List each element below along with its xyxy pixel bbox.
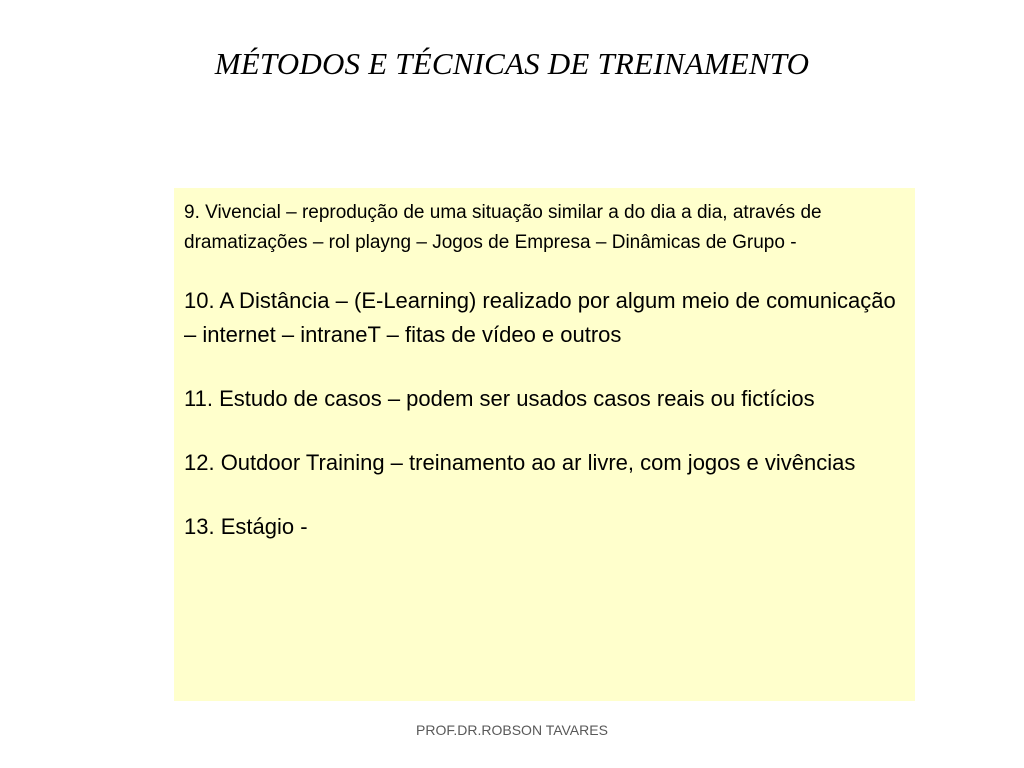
list-item-12: 12. Outdoor Training – treinamento ao ar livre, com jogos e vivências bbox=[184, 450, 856, 475]
content-box bbox=[174, 188, 915, 701]
footer-author: PROF.DR.ROBSON TAVARES bbox=[416, 722, 608, 738]
list-item-10: 10. A Distância – (E-Learning) realizado por algum meio de comunicação – internet – intraneT – fitas de vídeo e outros bbox=[184, 288, 896, 347]
list-item-11: 11. Estudo de casos – podem ser usados casos reais ou fictícios bbox=[184, 386, 815, 411]
slide-title: MÉTODOS E TÉCNICAS DE TREINAMENTO bbox=[214, 46, 810, 81]
list-item-9: 9. Vivencial – reprodução de uma situação similar a do dia a dia, através de dramatizações – rol playng – Jogos de Empresa – Dinâmicas de Grupo - bbox=[184, 202, 822, 253]
list-item-13: 13. Estágio - bbox=[184, 514, 308, 539]
